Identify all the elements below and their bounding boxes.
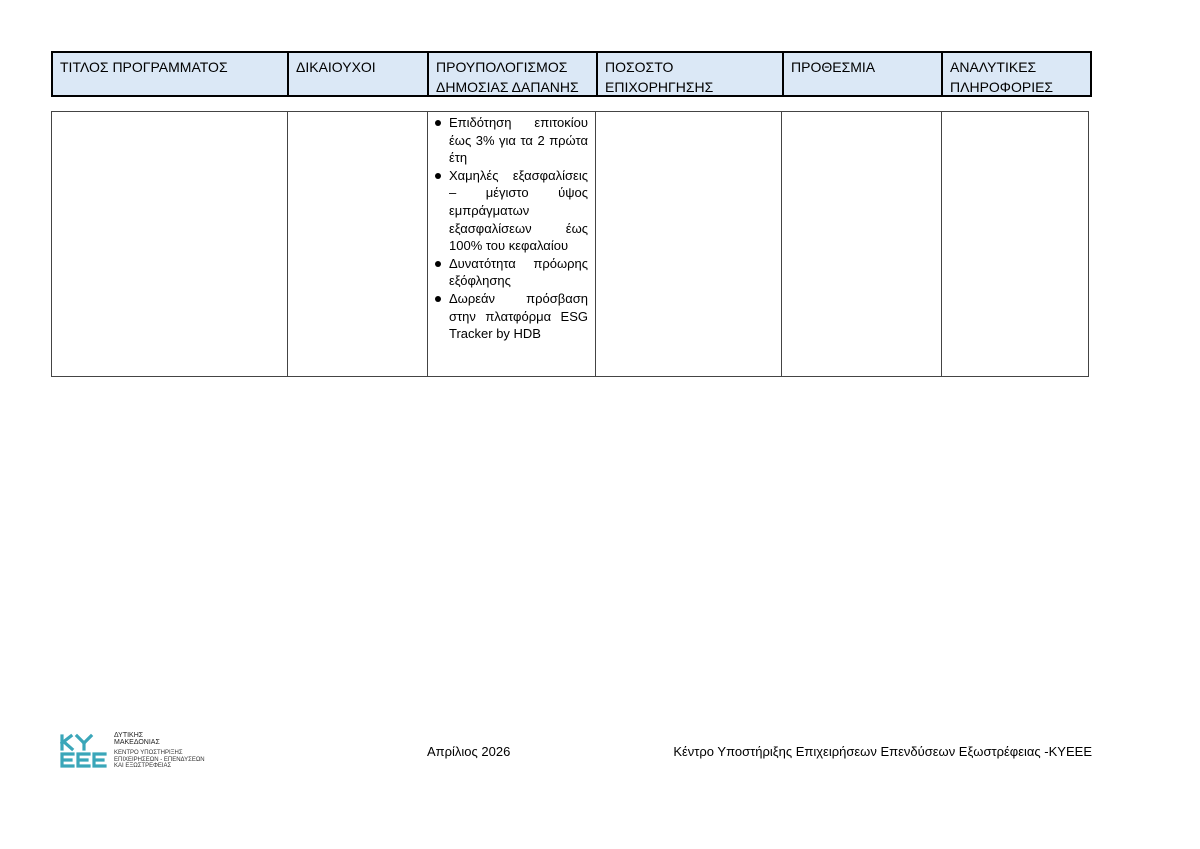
header-cell-beneficiaries bbox=[289, 53, 429, 95]
logo-text: ΔΥΤΙΚΗΣ ΜΑΚΕΔΟΝΙΑΣ ΚΕΝΤΡΟ ΥΠΟΣΤΗΡΙΞΗΣ ΕΠΙΧΕΙΡΗΣΕΩΝ - ΕΠΕΝΔΥΣΕΩΝ ΚΑΙ ΕΞΩΣΤΡΕΦΕΙΑΣ bbox=[114, 732, 205, 770]
header-deadline-label: ΠΡΟΘΕΣΜΙΑ bbox=[791, 59, 876, 75]
header-cell-deadline bbox=[784, 53, 943, 95]
cell-details bbox=[942, 112, 1088, 376]
bullet-icon bbox=[435, 173, 441, 179]
cell-grant-rate bbox=[596, 112, 782, 376]
cell-title bbox=[52, 112, 288, 376]
list-item: Επιδότηση επιτοκίου έως 3% για τα 2 πρώτα έτη bbox=[434, 114, 588, 167]
header-cell-details bbox=[943, 53, 1090, 95]
header-cell-grant-rate bbox=[598, 53, 784, 95]
cell-budget bbox=[428, 112, 596, 376]
header-cell-title bbox=[53, 53, 289, 95]
header-budget-label-line1: ΠΡΟΥΠΟΛΟΓΙΣΜΟΣ bbox=[436, 59, 568, 75]
header-grant-rate-line1: ΠΟΣΟΣΤΟ bbox=[605, 59, 674, 75]
list-item: Δυνατότητα πρόωρης εξόφλησης bbox=[434, 255, 588, 290]
footer-organization: Κέντρο Υποστήριξης Επιχειρήσεων Επενδύσεων Εξωστρέφειας -ΚΥΕΕΕ bbox=[673, 744, 1092, 759]
header-grant-rate-line2: ΕΠΙΧΟΡΗΓΗΣΗΣ bbox=[605, 79, 714, 95]
header-details-line2: ΠΛΗΡΟΦΟΡΙΕΣ bbox=[950, 79, 1054, 95]
header-beneficiaries-label: ΔΙΚΑΙΟΥΧΟΙ bbox=[296, 59, 376, 75]
benefits-list bbox=[428, 112, 595, 343]
table-row bbox=[51, 111, 1089, 377]
table-header bbox=[51, 51, 1092, 97]
header-title-label: ΤΙΤΛΟΣ ΠΡΟΓΡΑΜΜΑΤΟΣ bbox=[60, 59, 228, 75]
bullet-icon bbox=[435, 296, 441, 302]
list-item: Δωρεάν πρόσβαση στην πλατφόρμα ESG Tracker by HDB bbox=[434, 290, 588, 343]
list-item: Χαμηλές εξασφαλίσεις – μέγιστο ύψος εμπράγματων εξασφαλίσεων έως 100% του κεφαλαίου bbox=[434, 167, 588, 255]
cell-beneficiaries bbox=[288, 112, 428, 376]
bullet-icon bbox=[435, 120, 441, 126]
header-budget-label-line2: ΔΗΜΟΣΙΑΣ ΔΑΠΑΝΗΣ bbox=[436, 79, 579, 95]
cell-deadline bbox=[782, 112, 942, 376]
header-details-line1: ΑΝΑΛΥΤΙΚΕΣ bbox=[950, 59, 1037, 75]
footer-date: Απρίλιος 2026 bbox=[427, 744, 511, 759]
bullet-icon bbox=[435, 261, 441, 267]
header-cell-budget bbox=[429, 53, 598, 95]
